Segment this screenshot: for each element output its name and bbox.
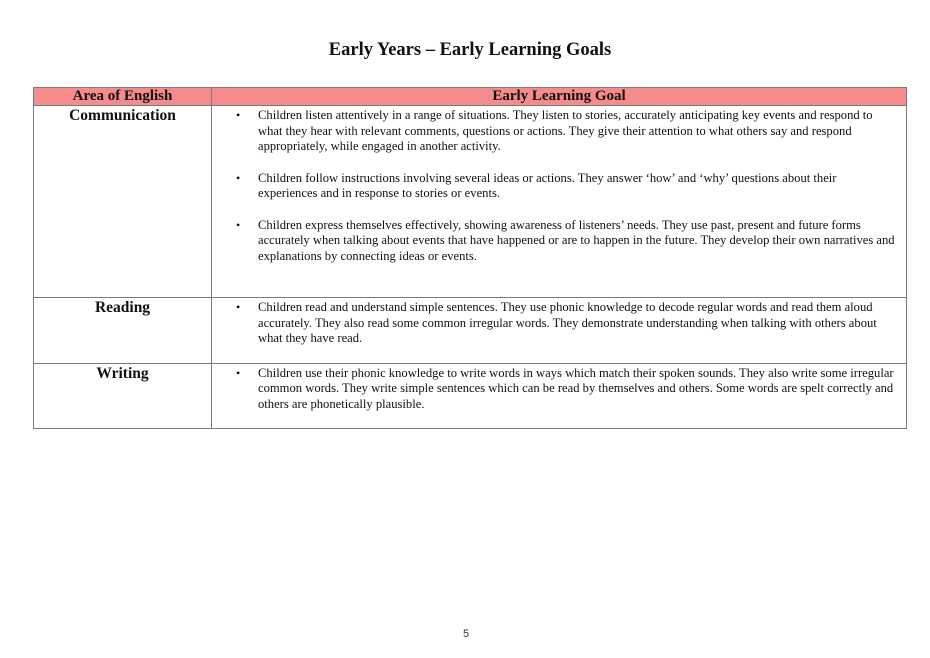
goal-item bbox=[212, 218, 896, 265]
goal-list bbox=[212, 366, 896, 413]
goal-text: Children read and understand simple sentences. They use phonic knowledge to decode regular words and read them aloud accurately. They also read some common irregular words. They demonstrate understanding when talking with others about what they have read. bbox=[258, 300, 877, 346]
bullet-icon: • bbox=[236, 300, 241, 314]
goal-item bbox=[212, 171, 896, 202]
bullet-icon: • bbox=[236, 217, 241, 232]
table-row bbox=[34, 298, 907, 364]
goal-text: Children listen attentively in a range of situations. They listen to stories, accurately anticipating key events and respond to what they hear with relevant comments, questions or actions. They give their attention to what others say and respond appropriately, while engaged in another activity. bbox=[258, 108, 873, 154]
goal-item bbox=[212, 366, 896, 413]
table-row bbox=[34, 363, 907, 429]
goals-cell bbox=[212, 106, 907, 298]
goal-list bbox=[212, 300, 896, 347]
goals-cell bbox=[212, 363, 907, 429]
goal-text: Children follow instructions involving several ideas or actions. They answer ‘how’ and ‘why’ questions about their experiences and in response to stories or events. bbox=[258, 170, 837, 201]
table-row bbox=[34, 106, 907, 298]
page-number: 5 bbox=[462, 628, 470, 640]
area-cell: Communication bbox=[34, 106, 212, 298]
header-area-of-english: Area of English bbox=[34, 88, 212, 106]
bullet-icon: • bbox=[236, 108, 241, 122]
goal-item bbox=[212, 108, 896, 155]
header-early-learning-goal: Early Learning Goal bbox=[212, 88, 907, 106]
table-header-row bbox=[34, 88, 907, 106]
goal-list bbox=[212, 108, 896, 265]
goals-cell bbox=[212, 298, 907, 364]
early-learning-goals-table bbox=[33, 87, 907, 429]
goal-text: Children express themselves effectively, showing awareness of listeners’ needs. They use past, present and future forms accurately when talking about events that have happened or are to happen in the future. They develop their own narratives and explanations by connecting ideas or events. bbox=[258, 217, 895, 263]
goal-text: Children use their phonic knowledge to write words in ways which match their spoken sounds. They also write some irregular common words. They write simple sentences which can be read by themselves and others. Some words are spelt correctly and others are phonetically plausible. bbox=[258, 365, 894, 412]
bullet-icon: • bbox=[236, 365, 241, 380]
area-cell: Writing bbox=[34, 363, 212, 429]
goal-item bbox=[212, 300, 896, 347]
bullet-icon: • bbox=[236, 170, 241, 185]
page-title: Early Years – Early Learning Goals bbox=[328, 40, 612, 60]
area-cell: Reading bbox=[34, 298, 212, 364]
